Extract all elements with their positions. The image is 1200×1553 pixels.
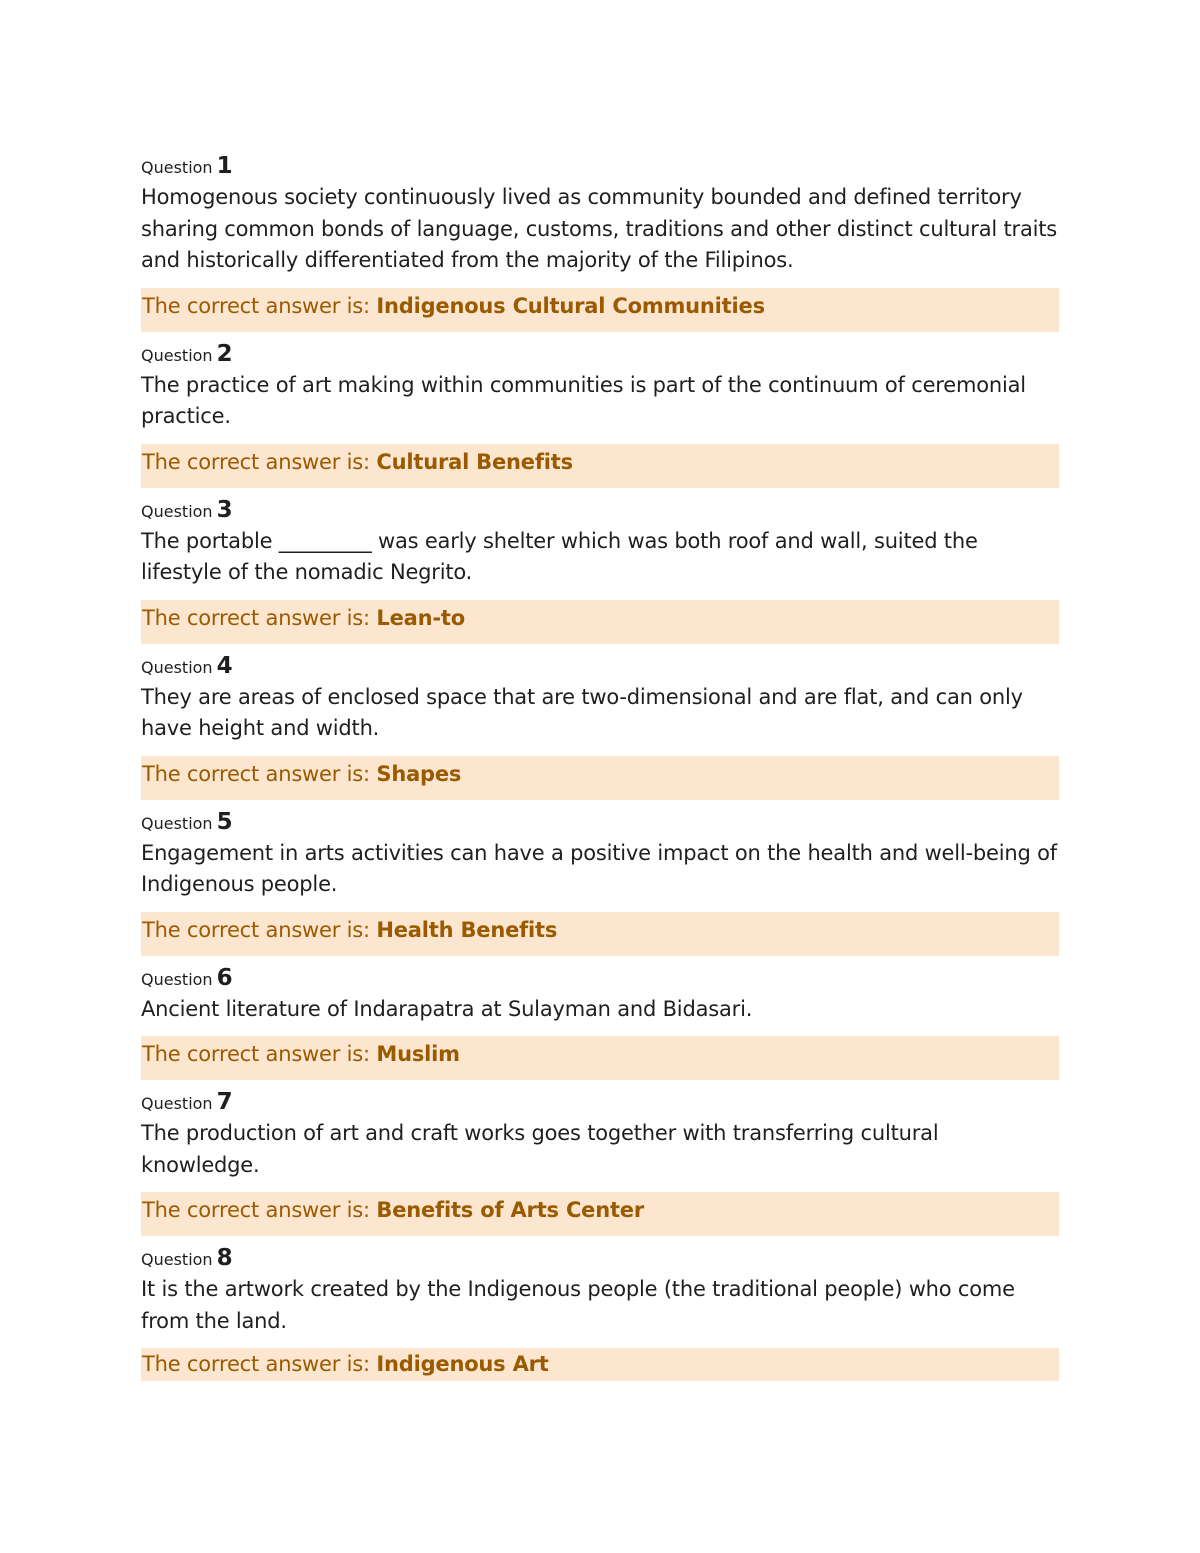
- question-heading: [141, 1242, 1059, 1274]
- question-number: 7: [216, 1089, 233, 1115]
- answer-prefix: The correct answer is:: [142, 605, 377, 630]
- answer-prefix: The correct answer is:: [142, 293, 377, 318]
- question-3: [141, 494, 1059, 644]
- question-2: [141, 338, 1059, 488]
- answer-prefix: The correct answer is:: [142, 761, 377, 786]
- answer-prefix: The correct answer is:: [142, 1352, 377, 1376]
- answer-value: Shapes: [376, 761, 462, 786]
- question-8: [141, 1242, 1059, 1381]
- answer-box: [141, 600, 1059, 644]
- question-heading: [141, 1086, 1059, 1118]
- answer-box: [141, 756, 1059, 800]
- question-text: Ancient literature of Indarapatra at Sulayman and Bidasari.: [141, 996, 753, 1021]
- quiz-document: [141, 146, 1059, 1387]
- question-text: They are areas of enclosed space that are two-dimensional and are flat, and can only have height and width.: [141, 684, 1023, 740]
- answer-value: Muslim: [376, 1042, 460, 1066]
- question-heading: [141, 806, 1059, 838]
- question-text: It is the artwork created by the Indigenous people (the traditional people) who come from the land.: [141, 1277, 1015, 1333]
- question-text: Engagement in arts activities can have a positive impact on the health and well-being of Indigenous people.: [141, 840, 1057, 896]
- question-1: [141, 150, 1059, 332]
- answer-prefix: The correct answer is:: [142, 917, 377, 942]
- question-number: 5: [216, 808, 233, 835]
- answer-prefix: The correct answer is:: [142, 1042, 377, 1066]
- question-4: [141, 650, 1059, 800]
- question-label: Question: [141, 657, 213, 677]
- question-label: Question: [141, 1250, 213, 1269]
- question-6: [141, 962, 1059, 1081]
- question-number: 6: [216, 964, 233, 991]
- answer-box: [141, 1192, 1059, 1236]
- answer-value: Cultural Benefits: [376, 449, 573, 474]
- answer-value: Indigenous Cultural Communities: [376, 293, 765, 318]
- answer-prefix: The correct answer is:: [142, 1198, 377, 1222]
- question-label: Question: [141, 345, 213, 365]
- answer-value: Benefits of Arts Center: [376, 1198, 644, 1222]
- answer-value: Health Benefits: [376, 917, 558, 942]
- question-heading: [141, 494, 1059, 526]
- question-label: Question: [141, 158, 213, 177]
- answer-box: [141, 288, 1059, 332]
- question-number: 8: [216, 1245, 233, 1271]
- answer-box: [141, 912, 1059, 956]
- question-5: [141, 806, 1059, 956]
- question-text: Homogenous society continuously lived as community bounded and defined territory sharing common bonds of language, customs, traditions and other distinct cultural traits and historically differentiated from the majority of the Filipinos.: [141, 185, 1058, 272]
- question-7: [141, 1086, 1059, 1236]
- question-number: 1: [216, 153, 233, 179]
- answer-value: Indigenous Art: [376, 1352, 549, 1376]
- answer-box: [141, 444, 1059, 488]
- question-text: The practice of art making within communities is part of the continuum of ceremonial practice.: [141, 372, 1026, 428]
- answer-box: [141, 1036, 1059, 1080]
- question-number: 2: [216, 340, 233, 367]
- question-label: Question: [141, 813, 213, 833]
- question-label: Question: [141, 1094, 213, 1113]
- question-number: 3: [216, 496, 233, 523]
- question-heading: [141, 650, 1059, 682]
- question-heading: [141, 962, 1059, 994]
- question-heading: [141, 150, 1059, 182]
- question-text: The portable _________ was early shelter which was both roof and wall, suited the lifestyle of the nomadic Negrito.: [141, 528, 978, 584]
- question-heading: [141, 338, 1059, 370]
- answer-box: [141, 1348, 1059, 1381]
- question-label: Question: [141, 501, 213, 521]
- question-text: The production of art and craft works goes together with transferring cultural knowledge.: [141, 1121, 939, 1177]
- question-number: 4: [216, 652, 233, 679]
- answer-prefix: The correct answer is:: [142, 449, 377, 474]
- question-label: Question: [141, 969, 213, 989]
- answer-value: Lean-to: [376, 605, 465, 630]
